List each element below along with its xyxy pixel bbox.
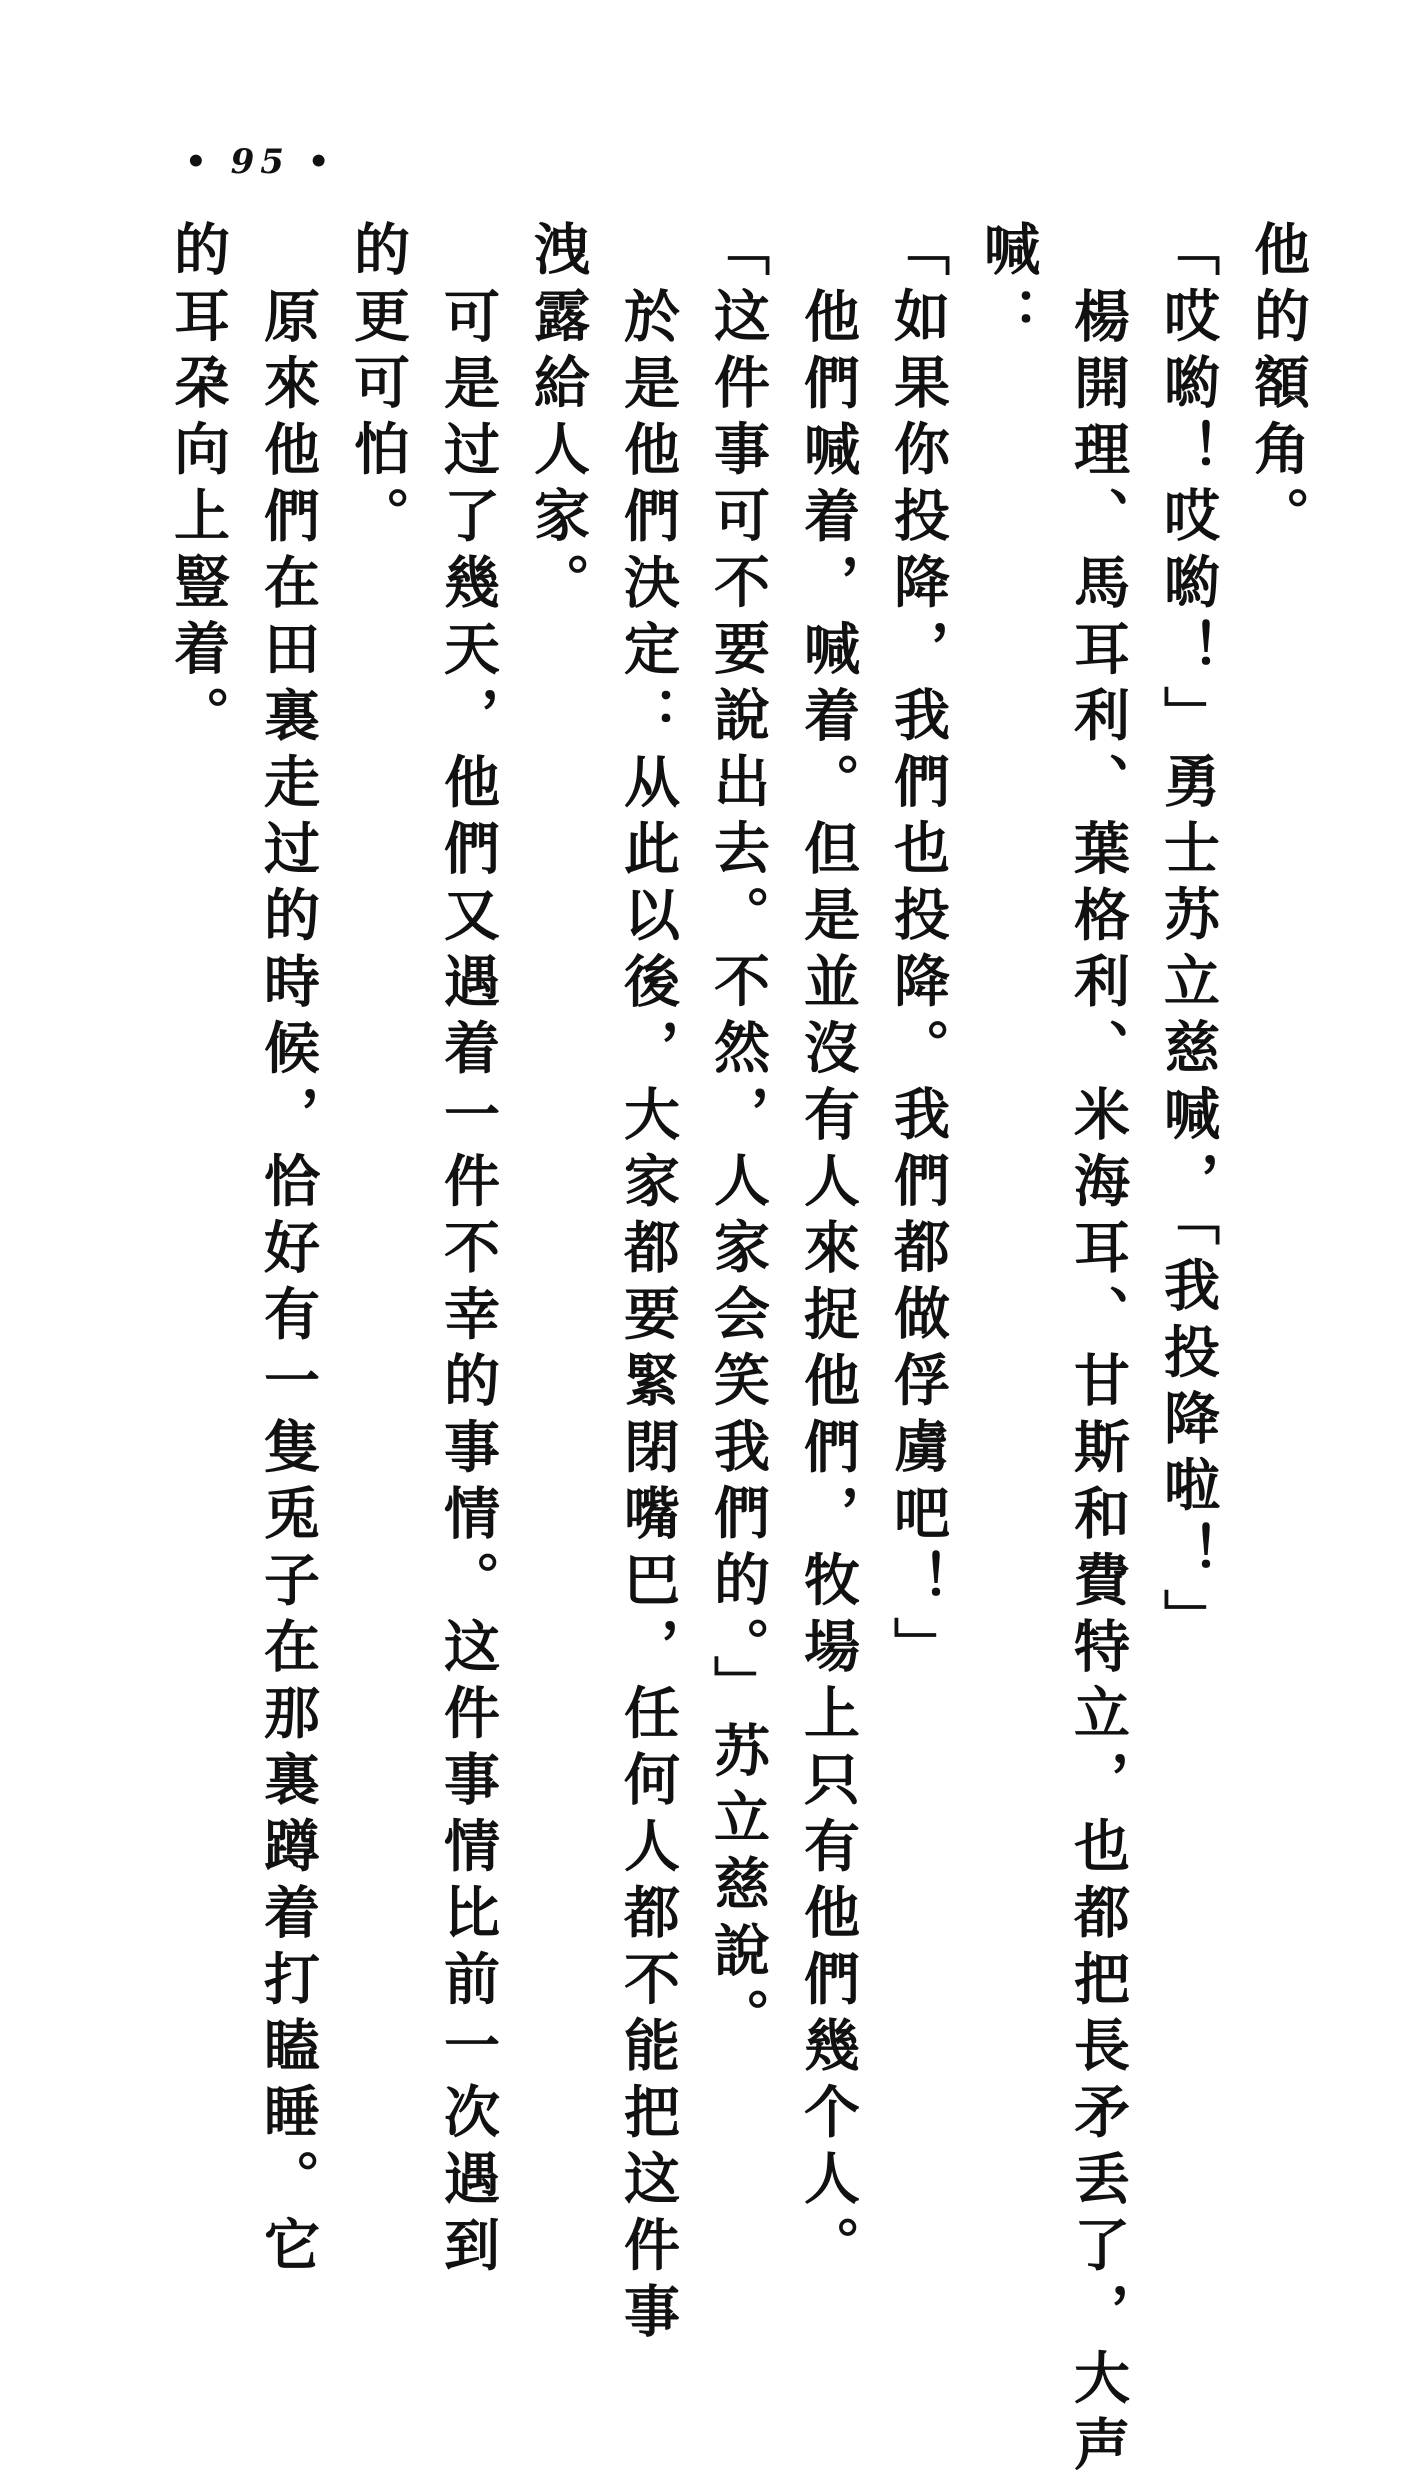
text-column-9: 洩露給人家。: [525, 220, 590, 619]
text-column-2: 「哎喲！哎喲！」勇士苏立慈喊，「我投降啦！」: [1155, 220, 1220, 1655]
text-column-11: 的更可怕。: [345, 220, 410, 553]
text-column-5: 「如果你投降，我們也投降。我們都做俘虜吧！」: [885, 220, 950, 1683]
page-number: • 95 •: [185, 142, 336, 182]
text-column-7: 「这件事可不要說出去。不然，人家会笑我們的。」苏立慈說。: [705, 220, 770, 2054]
text-column-13: 的耳朶向上豎着。: [165, 220, 230, 752]
text-column-4: 喊：: [975, 220, 1040, 353]
text-column-6: 他們喊着，喊着。但是並沒有人來捉他們，牧場上只有他們幾个人。: [795, 287, 860, 2282]
text-column-12: 原來他們在田裏走过的時候，恰好有一隻兎子在那裏蹲着打瞌睡。它: [255, 287, 320, 2282]
text-column-1: 他的額角。: [1245, 220, 1310, 553]
text-column-10: 可是过了幾天，他們又遇着一件不幸的事情。这件事情比前一次遇到: [435, 287, 500, 2282]
text-column-3: 楊開理、馬耳利、葉格利、米海耳、甘斯和費特立，也都把長矛丢了，大声: [1065, 287, 1130, 2482]
text-column-8: 於是他們決定：从此以後，大家都要緊閉嘴巴，任何人都不能把这件事: [615, 287, 680, 2349]
